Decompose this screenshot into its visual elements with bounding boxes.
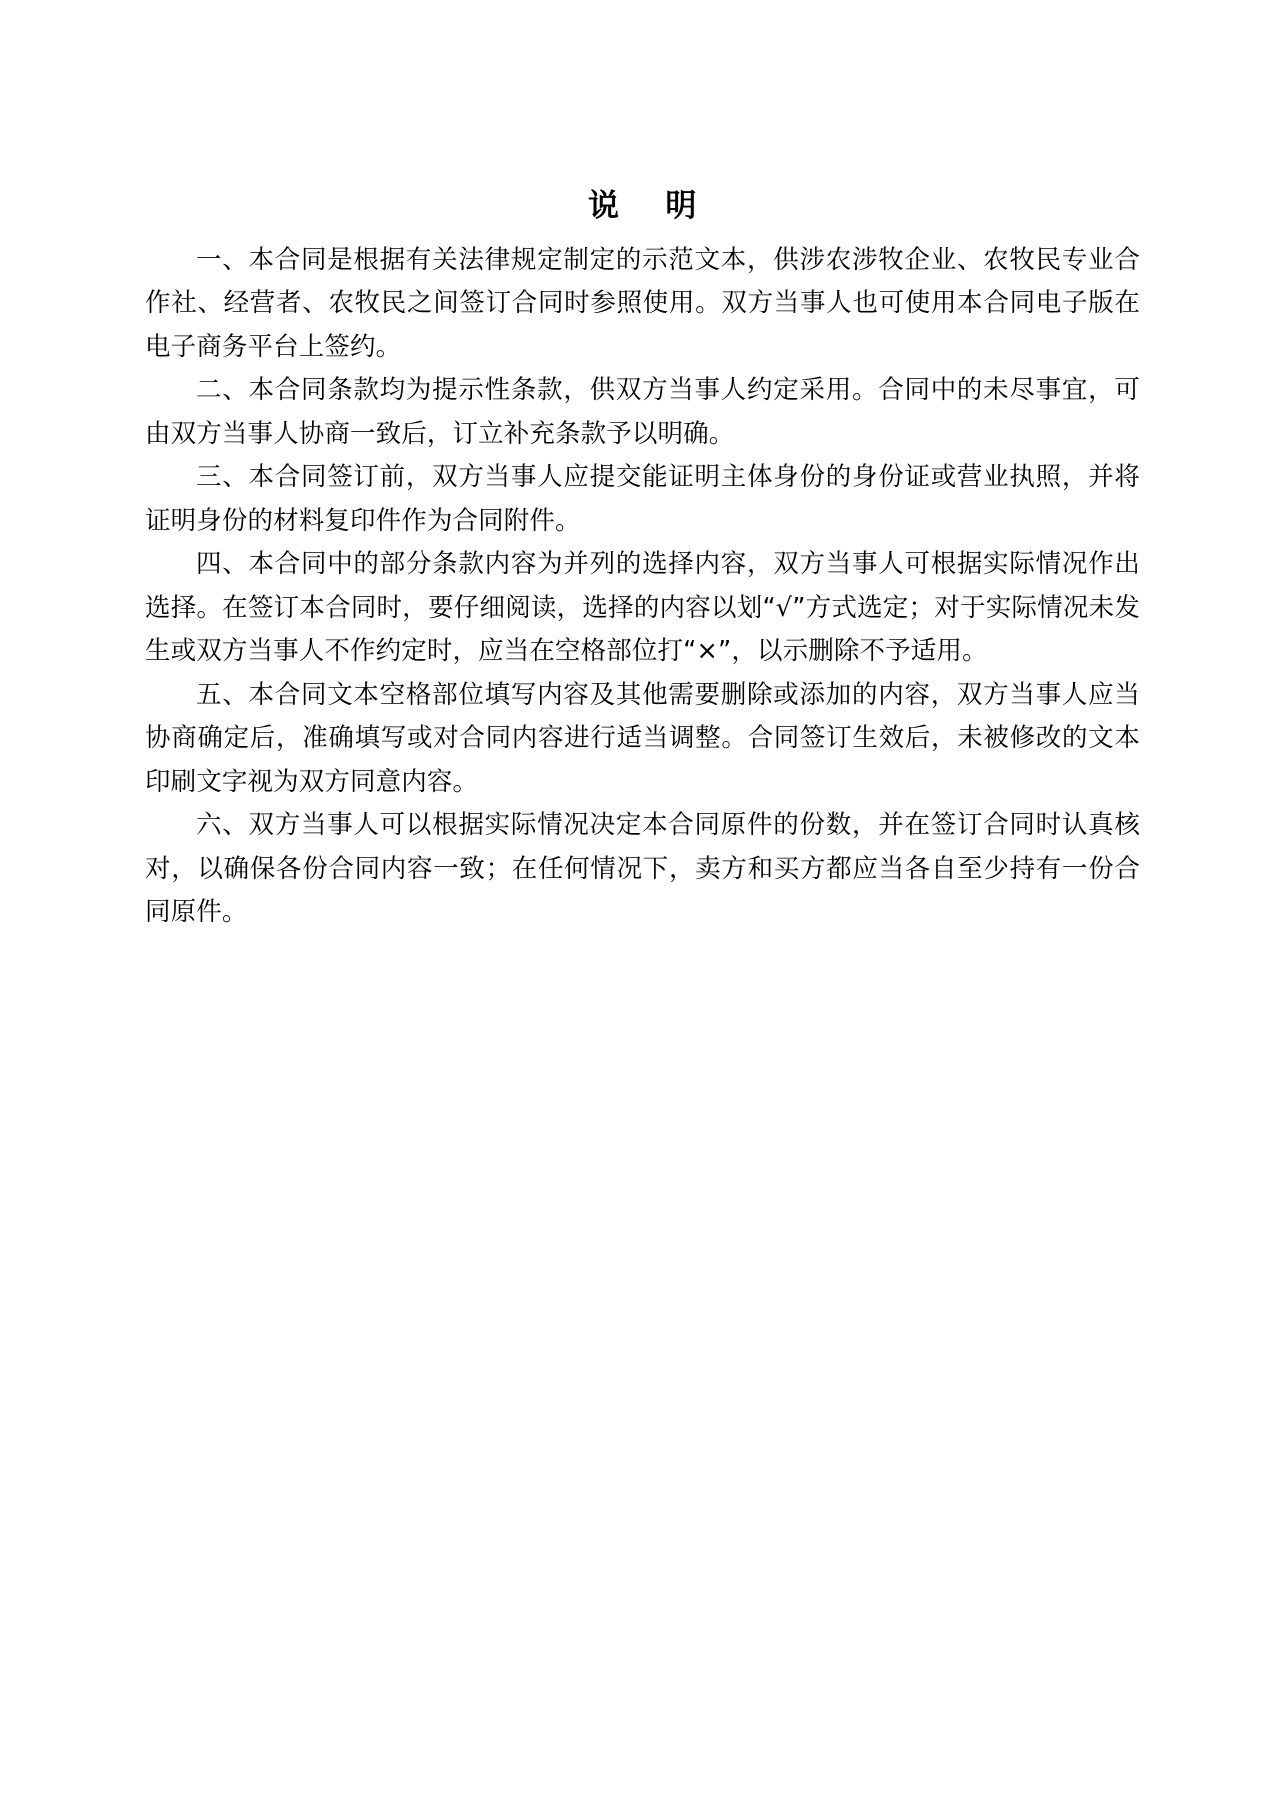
instruction-paragraph-5: 五、本合同文本空格部位填写内容及其他需要删除或添加的内容，双方当事人应当协商确定后，准确填写或对合同内容进行适当调整。合同签订生效后，未被修改的文本印刷文字视为双方同意内容。 bbox=[145, 679, 1140, 797]
instruction-paragraph-6: 六、双方当事人可以根据实际情况决定本合同原件的份数，并在签订合同时认真核对，以确保各份合同内容一致；在任何情况下，卖方和买方都应当各自至少持有一份合同原件。 bbox=[145, 810, 1140, 928]
instruction-paragraph-1: 一、本合同是根据有关法律规定制定的示范文本，供涉农涉牧企业、农牧民专业合作社、经营者、农牧民之间签订合同时参照使用。双方当事人也可使用本合同电子版在电子商务平台上签约。 bbox=[145, 244, 1140, 362]
instruction-paragraph-2: 二、本合同条款均为提示性条款，供双方当事人约定采用。合同中的未尽事宜，可由双方当事人协商一致后，订立补充条款予以明确。 bbox=[145, 375, 1140, 449]
instruction-paragraph-4: 四、本合同中的部分条款内容为并列的选择内容，双方当事人可根据实际情况作出选择。在签订本合同时，要仔细阅读，选择的内容以划“√”方式选定；对于实际情况未发生或双方当事人不作约定时，应当在空格部位打“×”，以示删除不予适用。 bbox=[145, 549, 1140, 667]
document-body bbox=[145, 186, 1140, 935]
instruction-paragraph-3: 三、本合同签订前，双方当事人应提交能证明主体身份的身份证或营业执照，并将证明身份的材料复印件作为合同附件。 bbox=[145, 462, 1140, 536]
page-title: 说 明 bbox=[588, 188, 697, 224]
